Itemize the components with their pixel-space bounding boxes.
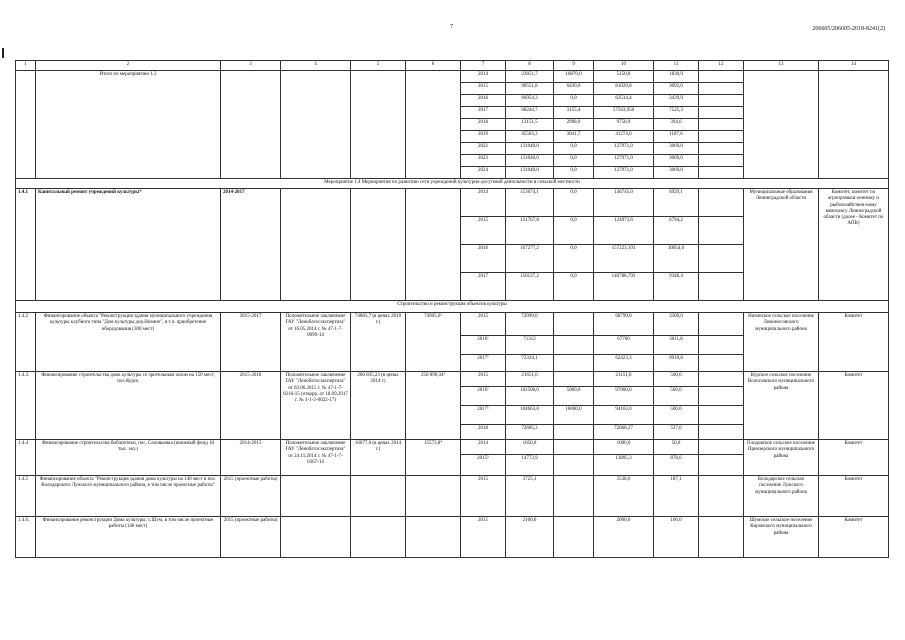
year-cell: 2015 (461, 517, 506, 558)
total-cell: 131767,8 (506, 217, 554, 245)
other-cell (699, 167, 744, 179)
table-row (16, 476, 889, 517)
item-document: Положительное заключение ГАУ "Леноблгосэкспертиза" от 24.11.2014 г. № 47-1-7-0367-14 (281, 440, 351, 476)
federal-cell (554, 355, 594, 372)
empty-cell (406, 189, 461, 301)
table-row (16, 517, 889, 558)
other-cell (699, 336, 744, 355)
total-cell: 14773,9 (506, 455, 554, 476)
federal-cell: 6430,0 (554, 83, 594, 95)
local-cell: 7525,3 (654, 107, 699, 119)
item-customer: Комитет (819, 517, 889, 558)
regional-cell: 67700 (594, 336, 654, 355)
column-header: 7 (461, 61, 506, 71)
federal-cell: 3155,4 (554, 107, 594, 119)
year-cell: 2016 (461, 95, 506, 107)
regional-cell: 68799,0 (594, 313, 654, 336)
regional-cell: 127971,0 (594, 155, 654, 167)
total-cell: 153674,1 (506, 189, 554, 217)
federal-cell (554, 336, 594, 355)
table-row (16, 313, 889, 336)
total-title: Итого по мероприятию 1.3 (36, 71, 221, 179)
column-header: 5 (351, 61, 406, 71)
year-cell: 2014 (461, 71, 506, 83)
item-executor: Низинское сельское поселение Ломоносовского муниципального района (744, 313, 819, 372)
empty-cell (351, 71, 406, 179)
federal-cell: 0,0 (554, 95, 594, 107)
column-header: 4 (281, 61, 351, 71)
item-number: 1.4.3. (16, 372, 36, 440)
total-cell: 66954,3 (506, 95, 554, 107)
item-remaining: 15573,8⁴ (406, 440, 461, 476)
regional-cell: 2000,0 (594, 517, 654, 558)
federal-cell (554, 372, 594, 387)
federal-cell: 2998,0 (554, 119, 594, 131)
item-customer: Комитет (819, 476, 889, 517)
local-cell: 1187,6 (654, 131, 699, 143)
item-name: Капитальный ремонт учреждений культуры* (36, 189, 221, 301)
column-header: 11 (654, 61, 699, 71)
column-header: 9 (554, 61, 594, 71)
item-cost (351, 517, 406, 558)
year-cell: 2014 (461, 189, 506, 217)
local-cell: 3069,0 (654, 143, 699, 155)
other-cell (699, 387, 744, 406)
item-document (281, 476, 351, 517)
table-row (16, 372, 889, 387)
total-cell: 21651,0 (506, 372, 554, 387)
item-period: 2015-2018 (221, 372, 281, 440)
local-cell: 3300,0 (654, 313, 699, 336)
year-cell: 2014 (461, 440, 506, 455)
section-title: Строительство и реконструкция объектов культуры (16, 301, 889, 313)
federal-cell: 0,0 (554, 143, 594, 155)
item-document: Положительное заключение ГАУ "Леноблгосэкспертиза" от 03.06.2015 г. № 47-1-7-0216-15 (откорр. от 18.09.2017 г. № 1-1-2-0022-17) (281, 372, 351, 440)
federal-cell: 0,0 (554, 167, 594, 179)
regional-cell: 41274,0 (594, 131, 654, 143)
other-cell (699, 143, 744, 155)
regional-cell: 13895,3 (594, 455, 654, 476)
other-cell (699, 71, 744, 83)
total-cell: 131040,0 (506, 143, 554, 155)
local-cell: 878,6 (654, 455, 699, 476)
total-cell: 72334,1 (506, 355, 554, 372)
federal-cell: 0,0 (554, 155, 594, 167)
document-code: 206605/206605-2018-8241(2) (812, 26, 885, 32)
other-cell (699, 131, 744, 143)
other-cell (699, 406, 744, 425)
year-cell: 2017¹ (461, 406, 506, 425)
item-name: Финансирование строительства дома культуры со зрительным залом на 150 мест, пос.Курск (36, 372, 221, 440)
local-cell: 6794,2 (654, 217, 699, 245)
federal-cell (554, 455, 594, 476)
regional-cell: 94163,0 (594, 406, 654, 425)
total-cell: 150137,2 (506, 273, 554, 301)
total-cell: 131040,0 (506, 155, 554, 167)
local-cell: 394,6 (654, 119, 699, 131)
item-customer: Комитет, комитет по агропромыш-ленному и рыбохозяйствен-ному комплексу Ленинградской области (далее - Комитет по АПК) (819, 189, 889, 301)
local-cell: 3092,0 (654, 83, 699, 95)
year-cell: 2018 (461, 425, 506, 440)
regional-cell: 21151,0 (594, 372, 654, 387)
column-header: 1 (16, 61, 36, 71)
regional-cell: 5150,8 (594, 71, 654, 83)
table-row (16, 179, 889, 189)
federal-cell: 0,0 (554, 273, 594, 301)
column-header: 14 (819, 61, 889, 71)
regional-cell: 57563,950 (594, 107, 654, 119)
federal-cell (554, 313, 594, 336)
column-header: 10 (594, 61, 654, 71)
item-executor: Плодовское сельское поселение Приозерского муниципального района (744, 440, 819, 476)
item-period: 2015 (проектные работы) (221, 476, 281, 517)
regional-cell: 9758,9 (594, 119, 654, 131)
total-cell: 1050,0 (506, 440, 554, 455)
year-cell: 2016¹ (461, 336, 506, 355)
empty-cell (819, 71, 889, 179)
regional-cell: 3538,0 (594, 476, 654, 517)
item-period: 2014-2015 (221, 440, 281, 476)
item-document: Положительное заключение ГАУ "Леноблгосэкспертиза" от 16.05.2014 г. № 47-1-7-0099-14 (281, 313, 351, 372)
year-cell: 2015 (461, 217, 506, 245)
empty-cell (744, 71, 819, 179)
item-customer: Комитет (819, 440, 889, 476)
local-cell: 3439,9 (654, 95, 699, 107)
regional-cell: 81029,8 (594, 83, 654, 95)
regional-cell: 127971,0 (594, 167, 654, 179)
total-cell: 104663,0 (506, 406, 554, 425)
item-executor: Шумское сельское поселение Кировского муниципального района (744, 517, 819, 558)
other-cell (699, 313, 744, 336)
other-cell (699, 440, 744, 455)
item-cost: 74883,7 (в ценах 2010 г.) (351, 313, 406, 372)
item-cost (351, 476, 406, 517)
year-cell: 2024 (461, 167, 506, 179)
other-cell (699, 517, 744, 558)
local-cell: 3069,0 (654, 155, 699, 167)
federal-cell: 3041,7 (554, 131, 594, 143)
item-executor: Муниципальные образования Ленинградской области (744, 189, 819, 301)
total-cell: 72605,3 (506, 425, 554, 440)
regional-cell: 157223,193 (594, 245, 654, 273)
item-remaining (406, 476, 461, 517)
year-cell: 2015 (461, 476, 506, 517)
total-cell: 3725,1 (506, 476, 554, 517)
year-cell: 2018 (461, 119, 506, 131)
year-cell: 2016 (461, 245, 506, 273)
year-cell: 2017 (461, 273, 506, 301)
local-cell: 500,0 (654, 387, 699, 406)
table-row (16, 61, 889, 71)
local-cell: 10054,0 (654, 245, 699, 273)
total-cell: 13151,5 (506, 119, 554, 131)
empty-cell (281, 189, 351, 301)
total-cell: 131040,0 (506, 167, 554, 179)
year-cell: 2017 (461, 107, 506, 119)
regional-cell: 63514,4 (594, 95, 654, 107)
total-cell: 90551,8 (506, 83, 554, 95)
other-cell (699, 83, 744, 95)
total-cell: 2100,0 (506, 517, 554, 558)
local-cell: 9910,8 (654, 355, 699, 372)
total-cell: 102500,0 (506, 387, 554, 406)
other-cell (699, 273, 744, 301)
item-document (281, 517, 351, 558)
column-header: 3 (221, 61, 281, 71)
year-cell: 2015 (461, 83, 506, 95)
federal-cell: 0,0 (554, 189, 594, 217)
other-cell (699, 245, 744, 273)
local-cell: 100,0 (654, 517, 699, 558)
margin-mark (2, 48, 4, 58)
year-cell: 2022 (461, 143, 506, 155)
other-cell (699, 155, 744, 167)
empty-cell (16, 71, 36, 179)
local-cell: 6929,1 (654, 189, 699, 217)
local-cell: 500,0 (654, 406, 699, 425)
section-title: Мероприятие 1.4 Мероприятия по развитию сети учреждений культурно-досуговой деятельности в сельской местности (16, 179, 889, 189)
local-cell: 500,0 (654, 372, 699, 387)
empty-cell (221, 71, 281, 179)
regional-cell: 72068,27 (594, 425, 654, 440)
regional-cell: 124973,6 (594, 217, 654, 245)
column-header: 13 (744, 61, 819, 71)
year-cell: 2023 (461, 155, 506, 167)
item-cost: 266 035,23 (в ценах 2014 г) (351, 372, 406, 440)
item-name: Финансирование строительства библиотеки, пос. Соловьевка (книжный фонд 10 тыс. экз.) (36, 440, 221, 476)
other-cell (699, 372, 744, 387)
table-row (16, 440, 889, 455)
other-cell (699, 107, 744, 119)
federal-cell: 10000,0 (554, 406, 594, 425)
empty-cell (406, 71, 461, 179)
item-period: 2015 (проектные работы) (221, 517, 281, 558)
total-cell: 167277,2 (506, 245, 554, 273)
other-cell (699, 95, 744, 107)
table-row (16, 71, 889, 83)
total-cell: 23851,7 (506, 71, 554, 83)
page-number: 7 (450, 24, 453, 30)
local-cell: 3069,0 (654, 167, 699, 179)
item-name: Финансирование реконструкции Дома культуры, с.Шум, в том числе проектные работы (140 мест) (36, 517, 221, 558)
item-number: 1.4.6. (16, 517, 36, 558)
item-period: 2015-2017 (221, 313, 281, 372)
column-header: 8 (506, 61, 554, 71)
year-cell: 2019 (461, 131, 506, 143)
item-executor: Курское сельское поселение Волосовского муниципального района (744, 372, 819, 440)
year-cell: 2016¹ (461, 387, 506, 406)
item-number: 1.4.4 (16, 440, 36, 476)
total-cell: 45503,3 (506, 131, 554, 143)
empty-cell (281, 71, 351, 179)
item-customer: Комитет (819, 372, 889, 440)
regional-cell: 146745,0 (594, 189, 654, 217)
regional-cell: 97000,0 (594, 387, 654, 406)
federal-cell: 0,0 (554, 217, 594, 245)
federal-cell (554, 425, 594, 440)
other-cell (699, 217, 744, 245)
year-cell: 2015 (461, 372, 506, 387)
other-cell (699, 455, 744, 476)
program-table (15, 60, 889, 558)
local-cell: 1830,9 (654, 71, 699, 83)
other-cell (699, 476, 744, 517)
year-cell: 2015 (461, 313, 506, 336)
federal-cell: 5000,0 (554, 387, 594, 406)
federal-cell: 0,0 (554, 245, 594, 273)
total-cell: 71312 (506, 336, 554, 355)
regional-cell: 62423,3 (594, 355, 654, 372)
total-cell: 72099,0 (506, 313, 554, 336)
regional-cell: 127971,0 (594, 143, 654, 155)
table-row (16, 189, 889, 217)
federal-cell (554, 476, 594, 517)
item-cost: 16077,6 (в ценах 2014 г.) (351, 440, 406, 476)
item-number: 1.4.5 (16, 476, 36, 517)
empty-cell (351, 189, 406, 301)
regional-cell: 1000,0 (594, 440, 654, 455)
federal-cell: 16870,0 (554, 71, 594, 83)
item-remaining: 74995,0² (406, 313, 461, 372)
regional-cell: 140788,793 (594, 273, 654, 301)
item-remaining (406, 517, 461, 558)
item-executor: Володарское сельское поселение Лужского муниципального района (744, 476, 819, 517)
other-cell (699, 425, 744, 440)
total-cell: 68244,7 (506, 107, 554, 119)
other-cell (699, 119, 744, 131)
other-cell (699, 189, 744, 217)
year-cell: 2015⁵ (461, 455, 506, 476)
item-number: 1.4.2 (16, 313, 36, 372)
item-number: 1.4.1 (16, 189, 36, 301)
column-header: 6 (406, 61, 461, 71)
local-cell: 9348,4 (654, 273, 699, 301)
column-header: 12 (699, 61, 744, 71)
column-header: 2 (36, 61, 221, 71)
other-cell (699, 355, 744, 372)
year-cell: 2017¹ (461, 355, 506, 372)
item-remaining: 250 890,34³ (406, 372, 461, 440)
local-cell: 50,0 (654, 440, 699, 455)
local-cell: 187,1 (654, 476, 699, 517)
item-customer: Комитет (819, 313, 889, 372)
local-cell: 537,0 (654, 425, 699, 440)
item-period: 2014-2017 (221, 189, 281, 301)
federal-cell (554, 440, 594, 455)
item-name: Финансирование объекта "Реконструкция здания муниципального учреждения культуры клубного типа "Дом культуры дер.Низино", в т.ч. приобретение оборудования (300 мест) (36, 313, 221, 372)
item-name: Финансирование объекта "Реконструкция здания дома культуры на 140 мест в пос. Володарского Лужского муниципального района, в том числе проектные работы" (36, 476, 221, 517)
local-cell: 3611,8 (654, 336, 699, 355)
table-row (16, 301, 889, 313)
federal-cell (554, 517, 594, 558)
